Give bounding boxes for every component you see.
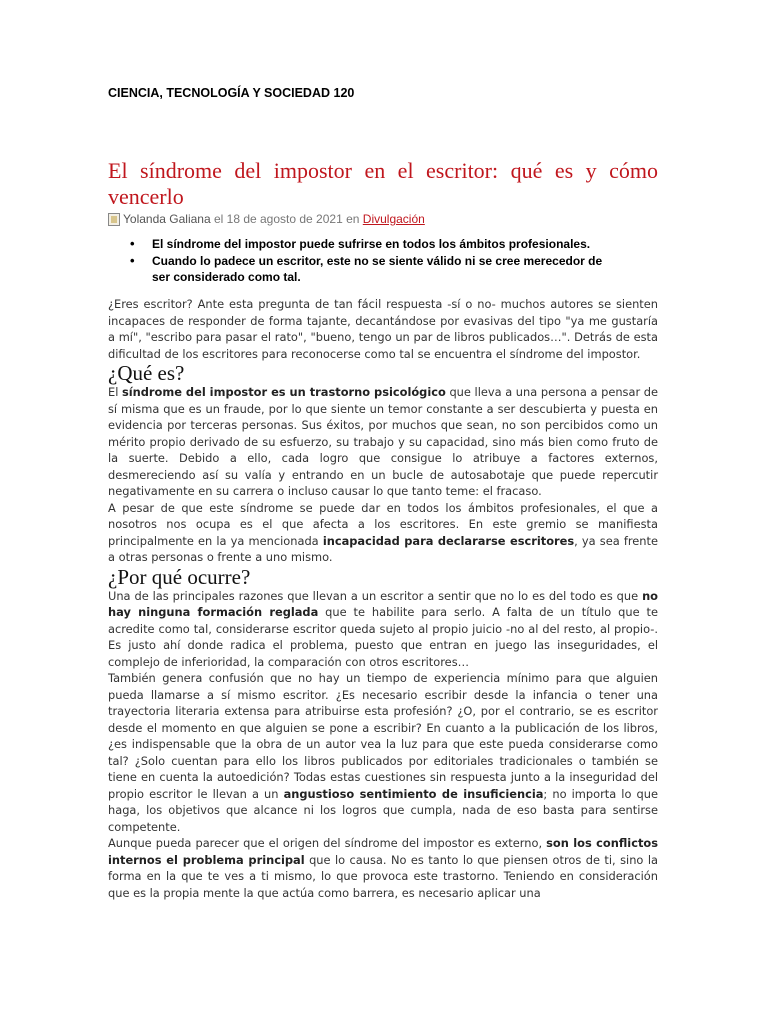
publish-date: el 18 de agosto de 2021 en bbox=[210, 212, 363, 226]
article-byline bbox=[108, 212, 658, 226]
section-heading-que-es: ¿Qué es? bbox=[108, 361, 185, 385]
bold-text: incapacidad para declararse escritores bbox=[322, 533, 575, 548]
summary-bullets bbox=[108, 236, 658, 286]
course-header: CIENCIA, TECNOLOGÍA Y SOCIEDAD 120 bbox=[108, 86, 355, 100]
author-avatar-icon bbox=[108, 213, 120, 226]
bullet-item: • El síndrome del impostor puede sufrirse en todos los ámbitos profesionales. bbox=[108, 236, 622, 252]
bold-text: angustioso sentimiento de insuficiencia bbox=[283, 786, 544, 801]
bold-text: son los conflictos internos el problema principal bbox=[108, 836, 658, 867]
paragraph: Aunque pueda parecer que el origen del síndrome del impostor es externo, son los conflictos internos el problema principal que lo causa. No es tanto lo que piensen otros de ti, sino la forma en la que te ves a ti mismo, lo que provoca este trastorno. Teniendo en consideración que es la propia mente la que actúa como barrera, es necesario aplicar una bbox=[108, 836, 658, 900]
bullet-item: • Cuando lo padece un escritor, este no se siente válido ni se cree merecedor de ser considerado como tal. bbox=[108, 253, 622, 285]
category-link[interactable]: Divulgación bbox=[362, 212, 425, 226]
paragraph: También genera confusión que no hay un tiempo de experiencia mínimo para que alguien pueda llamarse a sí mismo escritor. ¿Es necesario escribir desde la infancia o tener una trayectoria literaria extensa para atribuirse esta profesión? ¿O, por el contrario, se es escritor desde el momento en que alguien se pone a escribir? En cuanto a la publicación de los libros, ¿es indispensable que la obra de un autor vea la luz para que este pueda considerarse como tal? ¿Solo cuentan para ello los libros publicados por editoriales tradicionales o también se tiene en cuenta la autoedición? Todas estas cuestiones sin respuesta junto a la inseguridad del propio escritor le llevan a un angustioso sentimiento de insuficiencia; no importa lo que haga, los objetivos que alcance ni los logros que cumpla, nada de eso basta para sentirse competente. bbox=[108, 671, 658, 834]
article-title[interactable]: El síndrome del impostor en el escritor: qué es y cómo vencerlo bbox=[108, 158, 658, 209]
section-heading-por-que-ocurre: ¿Por qué ocurre? bbox=[108, 564, 251, 589]
author-name[interactable]: Yolanda Galiana bbox=[123, 212, 211, 226]
bold-text: síndrome del impostor es un trastorno psicológico bbox=[121, 385, 446, 399]
bold-text: no hay ninguna formación reglada bbox=[108, 588, 658, 619]
intro-paragraph: ¿Eres escritor? Ante esta pregunta de tan fácil respuesta -sí o no- muchos autores se sienten incapaces de responder de forma tajante, decantándose por evasivas del tipo "ya me gustaría a mí", "escribo para pasar el rato", "bueno, tengo un par de libros publicados…". Detrás de esta dificultad de los escritores para reconocerse como tal se encuentra el síndrome del impostor. bbox=[108, 297, 658, 361]
article-body bbox=[108, 296, 658, 901]
paragraph: A pesar de que este síndrome se puede dar en todos los ámbitos profesionales, el que a nosotros nos ocupa es el que afecta a los escritores. En este gremio se manifiesta principalmente en la ya mencionada incapacidad para declararse escritores, ya sea frente a otras personas o frente a uno mismo. bbox=[108, 500, 658, 564]
paragraph: El síndrome del impostor es un trastorno psicológico que lleva a una persona a pensar de sí misma que es un fraude, por lo que siente un temor constante a ser descubierta y puesta en evidencia por terceras personas. Sus éxitos, por muchos que sean, no son percibidos como un mérito propio derivado de su esfuerzo, su trabajo y su capacidad, sino más bien como fruto de la suerte. Debido a ello, cada logro que consigue lo atribuye a factores externos, desmereciendo así su valía y entrando en un bucle de autosabotaje que puede repercutir negativamente en su carrera o incluso causar lo que tanto teme: el fracaso. bbox=[108, 385, 659, 498]
paragraph: Una de las principales razones que llevan a un escritor a sentir que no lo es del todo es que no hay ninguna formación reglada que te habilite para serlo. A falta de un título que te acredite como tal, considerarse escritor queda sujeto al propio juicio -no al del resto, al propio-. Es justo ahí donde radica el problema, puesto que entran en juego las inseguridades, el complejo de inferioridad, la comparación con otros escritores… bbox=[108, 588, 658, 669]
